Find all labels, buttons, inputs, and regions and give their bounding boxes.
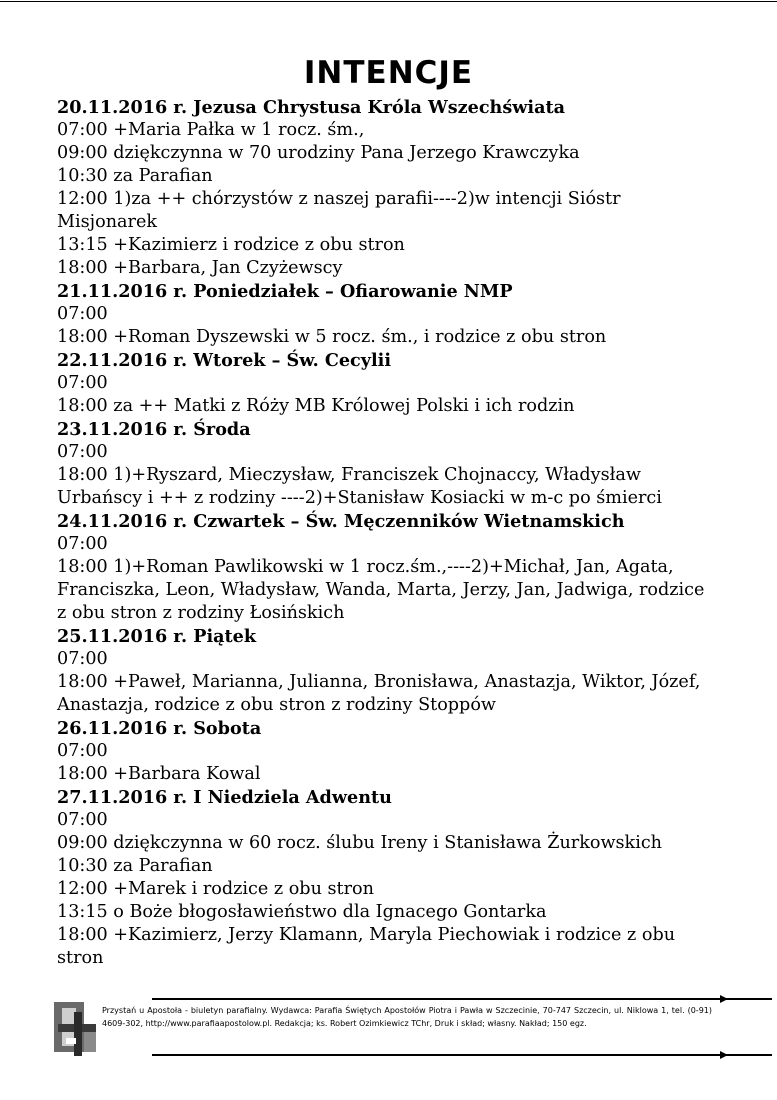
intention-line: 18:00 za ++ Matki z Róży MB Królowej Polski i ich rodzin [57, 396, 575, 416]
footer-top-arrow-icon [720, 995, 728, 1003]
footer-bottom-arrow-icon [720, 1051, 728, 1059]
intention-line: 12:00 +Marek i rodzice z obu stron [57, 879, 374, 899]
intention-line: 07:00 [57, 649, 108, 669]
day-heading: 23.11.2016 r. Środa [57, 419, 251, 440]
intention-line: Franciszka, Leon, Władysław, Wanda, Marta, Jerzy, Jan, Jadwiga, rodzice [57, 580, 705, 600]
intention-line: Urbańscy i ++ z rodziny ----2)+Stanisław Kosiacki w m-c po śmierci [57, 488, 662, 508]
intention-line: 07:00 [57, 741, 108, 761]
intentions-list [57, 96, 727, 970]
intention-line: 07:00 [57, 810, 108, 830]
intention-line: 07:00 [57, 304, 108, 324]
day-heading: 27.11.2016 r. I Niedziela Adwentu [57, 787, 392, 808]
day-heading: 26.11.2016 r. Sobota [57, 718, 262, 739]
intention-line: 07:00 [57, 442, 108, 462]
intention-line: 18:00 +Kazimierz, Jerzy Klamann, Maryla Piechowiak i rodzice z obu [57, 925, 676, 945]
intention-line: z obu stron z rodziny Łosińskich [57, 603, 345, 623]
intention-line: 09:00 dziękczynna w 70 urodziny Pana Jerzego Krawczyka [57, 143, 580, 163]
intention-line: 18:00 +Paweł, Marianna, Julianna, Bronisława, Anastazja, Wiktor, Józef, [57, 672, 701, 692]
day-heading: 24.11.2016 r. Czwartek – Św. Męczenników Wietnamskich [57, 511, 625, 532]
footer [52, 996, 728, 1060]
top-border-line [0, 1, 777, 2]
intention-line: 18:00 +Barbara, Jan Czyżewscy [57, 258, 343, 278]
intention-line: 18:00 +Roman Dyszewski w 5 rocz. śm., i rodzice z obu stron [57, 327, 607, 347]
intention-line: 18:00 1)+Roman Pawlikowski w 1 rocz.śm.,----2)+Michał, Jan, Agata, [57, 557, 674, 577]
intention-line: 18:00 +Barbara Kowal [57, 764, 261, 784]
intention-line: Misjonarek [57, 212, 158, 232]
footer-top-line [152, 998, 772, 1000]
intention-line: 18:00 1)+Ryszard, Mieczysław, Franciszek Chojnaccy, Władysław [57, 465, 641, 485]
intention-line: 10:30 za Parafian [57, 856, 213, 876]
intention-line: Anastazja, rodzice z obu stron z rodziny Stoppów [57, 695, 496, 715]
parish-logo-icon [52, 998, 100, 1058]
page-title: INTENCJE [303, 55, 474, 91]
intention-line: 10:30 za Parafian [57, 166, 213, 186]
intention-line: 13:15 o Boże błogosławieństwo dla Ignacego Gontarka [57, 902, 547, 922]
intention-line: 13:15 +Kazimierz i rodzice z obu stron [57, 235, 405, 255]
intention-line: 07:00 +Maria Pałka w 1 rocz. śm., [57, 120, 365, 140]
intention-line: 07:00 [57, 373, 108, 393]
intention-line: 07:00 [57, 534, 108, 554]
day-heading: 21.11.2016 r. Poniedziałek – Ofiarowanie NMP [57, 281, 513, 302]
intention-line: stron [57, 948, 104, 968]
intention-line: 09:00 dziękczynna w 60 rocz. ślubu Ireny i Stanisława Żurkowskich [57, 833, 663, 853]
footer-text: Przystań u Apostoła - biuletyn parafialny. Wydawca: Parafia Świętych Apostołów Piotra i Pawła w Szczecinie, 70-747 Szczecin, ul. Niklowa 1, tel. (0-91) 4609-302, http://www.parafiaapostolow.pl. Redakcja; ks. Robert Ozimkiewicz TChr, Druk i skład; własny. Nakład; 150 egz. [102, 1006, 712, 1028]
day-heading: 20.11.2016 r. Jezusa Chrystusa Króla Wszechświata [57, 97, 566, 118]
intention-line: 12:00 1)za ++ chórzystów z naszej parafii----2)w intencji Sióstr [57, 189, 621, 209]
day-heading: 22.11.2016 r. Wtorek – Św. Cecylii [57, 350, 392, 371]
footer-bottom-line [152, 1054, 772, 1056]
day-heading: 25.11.2016 r. Piątek [57, 626, 257, 647]
